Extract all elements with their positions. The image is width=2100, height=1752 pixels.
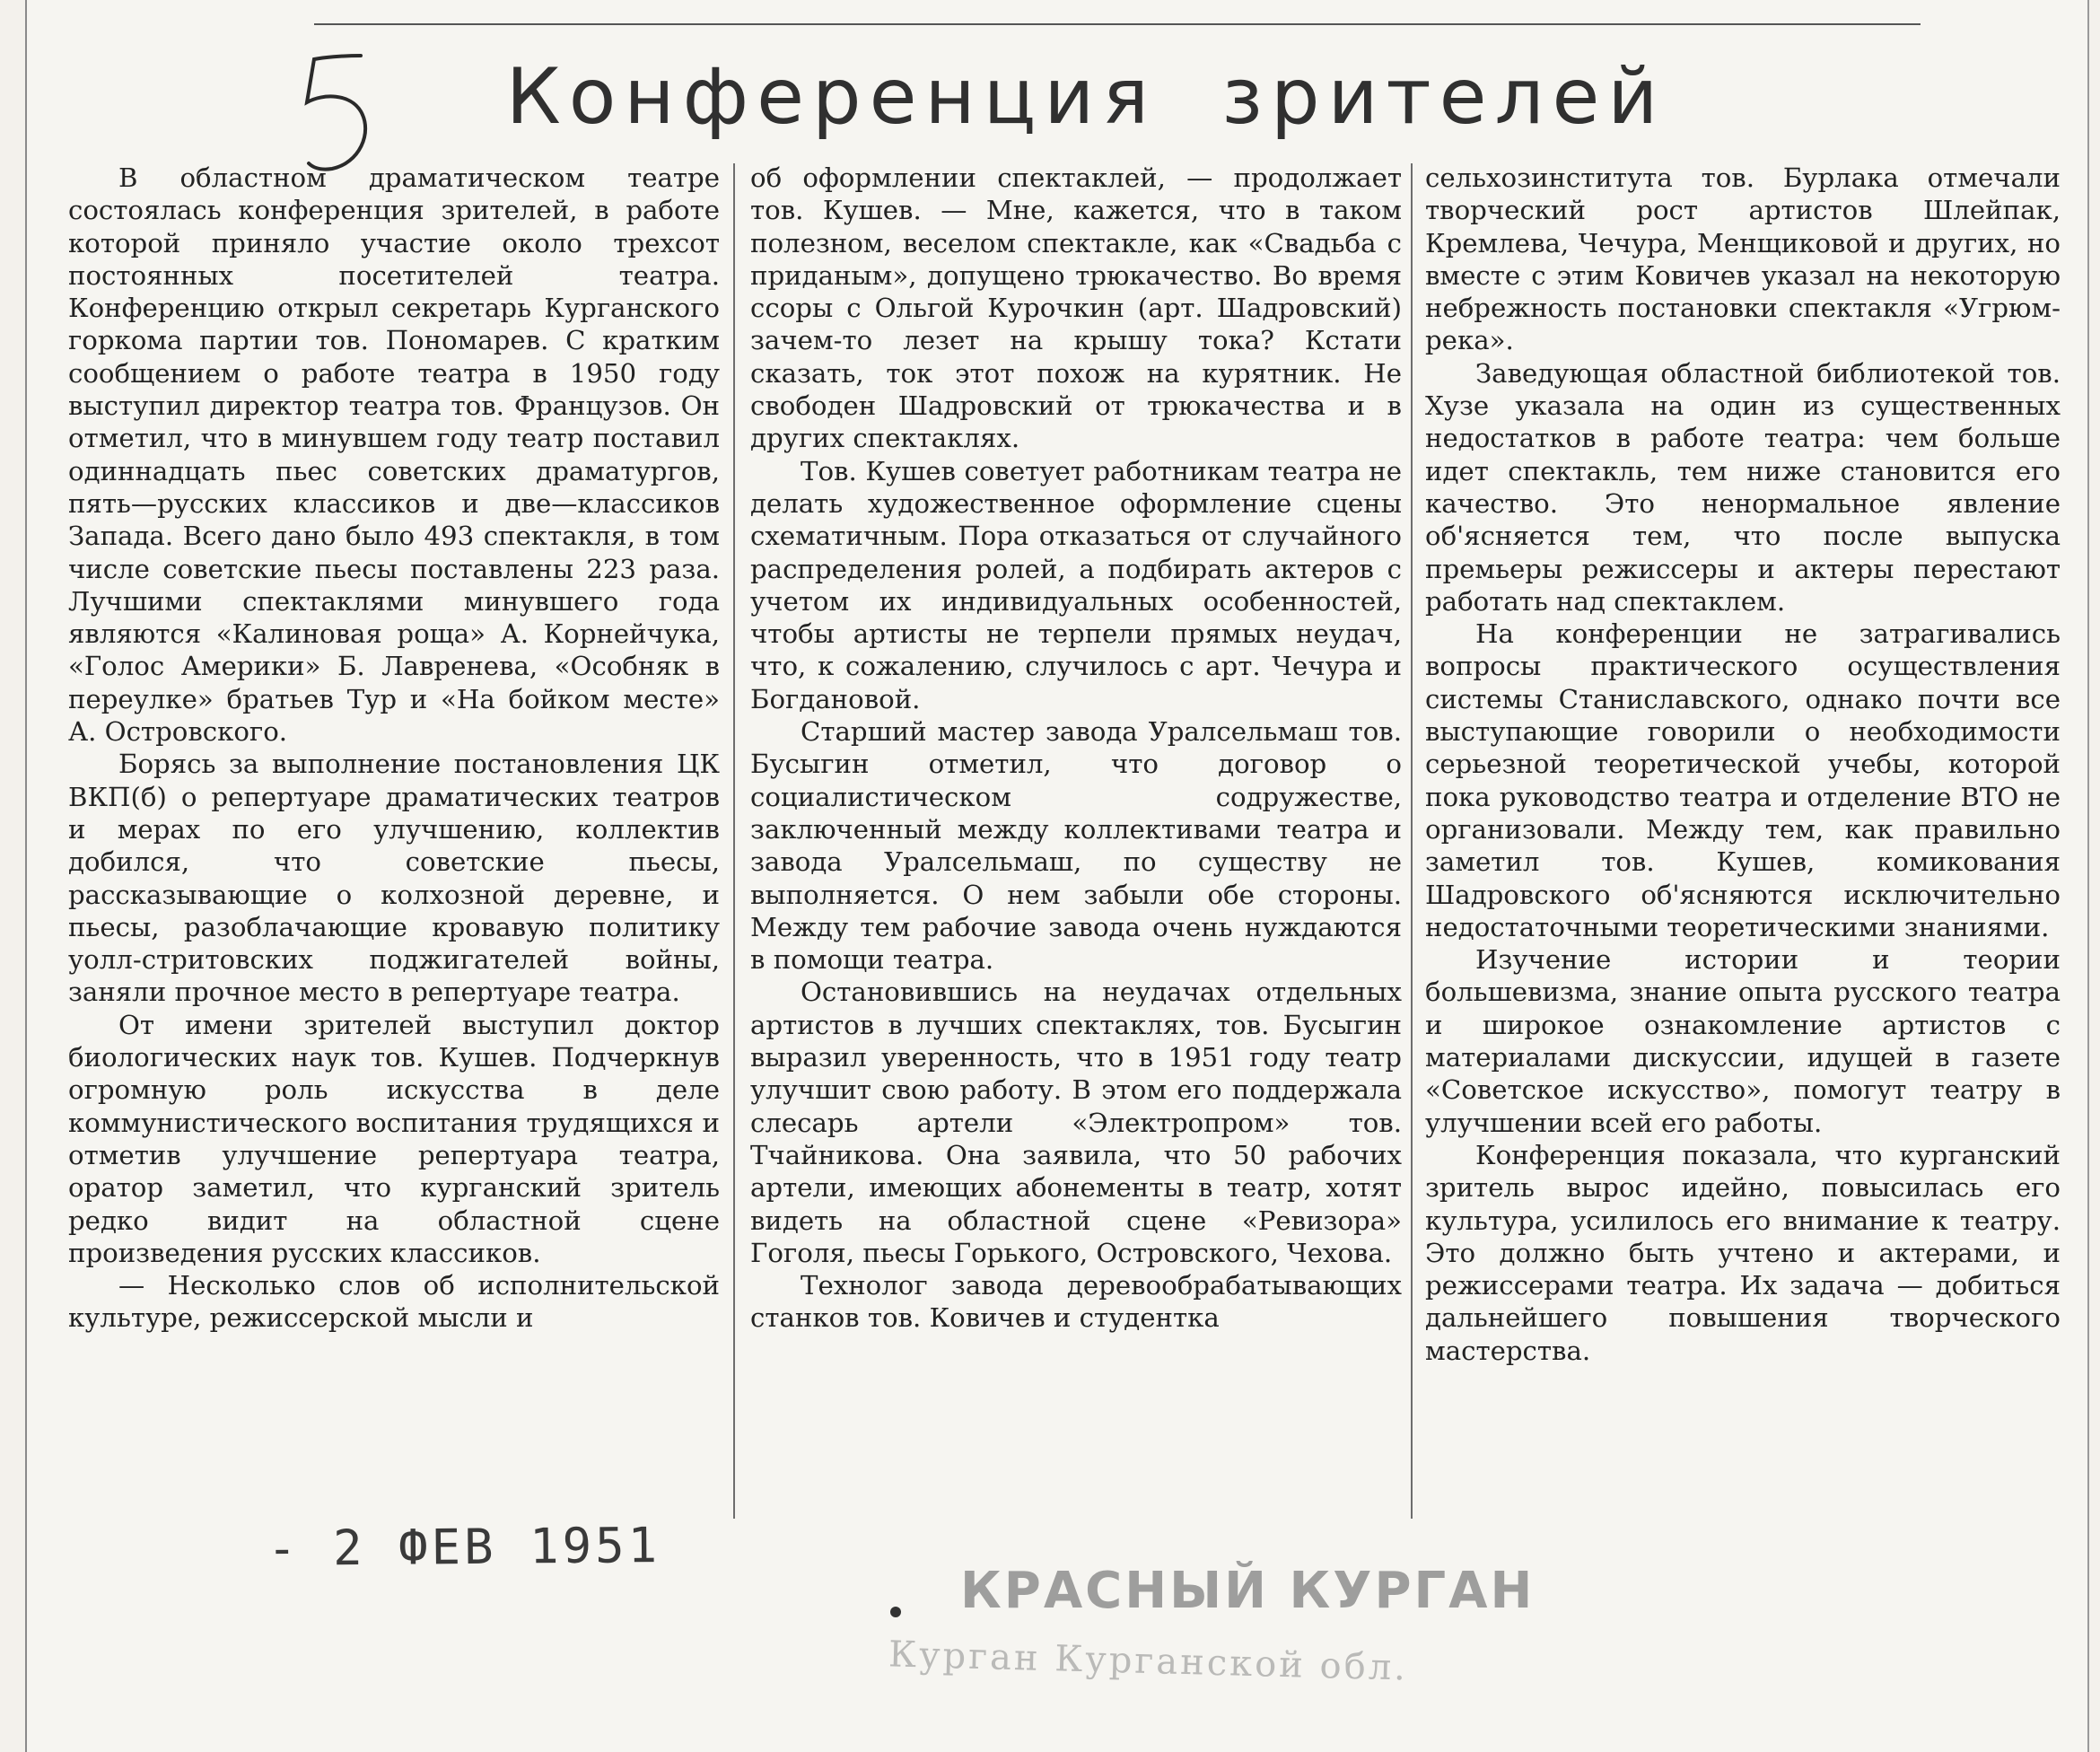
paragraph: об оформлении спектаклей, — продолжает тов. Кушев. — Мне, кажется, что в таком полезном, веселом спектакле, как «Свадьба с приданым», допущено трюкачество. Во время ссоры с Ольгой Курочкин (арт. Шадровский) зачем-то лезет на крышу тока? Кстати сказать, ток этот похож на курятник. Не свободен Шадровский от трюкачества и в других спектаклях.: [750, 162, 1402, 454]
article-headline: Конференция зрителей: [505, 52, 1667, 142]
paragraph: Технолог завода деревообрабатывающих станков тов. Ковичев и студентка: [750, 1270, 1402, 1334]
date-stamp: - 2 ФЕВ 1951: [267, 1517, 661, 1577]
paragraph: Заведующая областной библиотекой тов. Хузе указала на один из существенных недостатков в работе театра: чем больше идет спектакль, тем ниже становится его качество. Это ненормальное явление об'ясняется тем, что после выпуска премьеры режиссеры и актеры перестают работать над спектаклем.: [1425, 357, 2061, 617]
paragraph: В областном драматическом театре состоялась конференция зрителей, в работе которой приняло участие около трехсот постоянных посетителей театра. Конференцию открыл секретарь Курганского горкома партии тов. Пономарев. С кратким сообщением о работе театра в 1950 году выступил директор театра тов. Французов. Он отметил, что в минувшем году театр поставил одиннадцать пьес советских драматургов, пять—русских классиков и две—классиков Запада. Всего дано было 493 спектакля, в том числе советские пьесы поставлены 223 раза. Лучшими спектаклями минувшего года являются «Калиновая роща» А. Корнейчука, «Голос Америки» Б. Лавренева, «Особняк в переулке» братьев Тур и «На бойком месте» А. Островского.: [68, 162, 720, 748]
article-column-2: [750, 162, 1402, 1335]
stamp-dot: [890, 1607, 901, 1617]
paragraph: На конференции не затрагивались вопросы практического осуществления системы Станиславского, однако почти все выступающие говорили о необходимости серьезной теоретической учебы, которой пока руководство театра и отделение ВТО не организовали. Между тем, как правильно заметил тов. Кушев, комикования Шадровского об'ясняются исключительно недостаточными теоретическими знаниями.: [1425, 618, 2061, 942]
newspaper-name-stamp: КРАСНЫЙ КУРГАН: [960, 1562, 1536, 1620]
column-divider: [1411, 163, 1413, 1519]
top-rule: [314, 23, 1921, 25]
paragraph: Борясь за выполнение постановления ЦК ВКП(б) о репертуаре драматических театров и мерах по его улучшению, коллектив добился, что советские пьесы, рассказывающие о колхозной деревне, и пьесы, разоблачающие кровавую политику уолл-стритовских поджигателей войны, заняли прочное место в репертуаре театра.: [68, 749, 720, 1008]
newspaper-place-stamp: Курган Курганской обл.: [888, 1634, 1409, 1689]
paragraph: Старший мастер завода Уралсельмаш тов. Бусыгин отметил, что договор о социалистическом содружестве, заключенный между коллективами театра и завода Уралсельмаш, по существу не выполняется. О нем забыли обе стороны. Между тем рабочие завода очень нуждаются в помощи театра.: [750, 716, 1402, 976]
newspaper-clipping: [25, 0, 2089, 1752]
paragraph: сельхозинститута тов. Бурлака отмечали творческий рост артистов Шлейпак, Кремлева, Чечура, Менщиковой и других, но вместе с этим Ковичев указал на некоторую небрежность постановки спектакля «Угрюм-река».: [1425, 162, 2061, 356]
paragraph: Тов. Кушев советует работникам театра не делать художественное оформление сцены схематичным. Пора отказаться от случайного распределения ролей, а подбирать актеров с учетом их индивидуальных особенностей, чтобы артисты не терпели прямых неудач, что, к сожалению, случилось с арт. Чечура и Богдановой.: [750, 455, 1402, 714]
article-column-1: [68, 162, 720, 1335]
article-column-3: [1425, 162, 2061, 1367]
paragraph: Изучение истории и теории большевизма, знание опыта русского театра и широкое ознакомление артистов с материалами дискуссии, идущей в газете «Советское искусство», помогут театру в улучшении всей его работы.: [1425, 944, 2061, 1138]
paragraph: Остановившись на неудачах отдельных артистов в лучших спектаклях, тов. Бусыгин выразил уверенность, что в 1951 году театр улучшит свою работу. В этом его поддержала слесарь артели «Электропром» тов. Тчайникова. Она заявила, что 50 рабочих артели, имеющих абонементы в театр, хотят видеть на областной сцене «Ревизора» Гоголя, пьесы Горького, Островского, Чехова.: [750, 977, 1402, 1268]
paragraph: Конференция показала, что курганский зритель вырос идейно, повысилась его культура, усилилось его внимание к театру. Это должно быть учтено и актерами, и режиссерами театра. Их задача — добиться дальнейшего повышения творческого мастерства.: [1425, 1139, 2061, 1366]
column-divider: [733, 163, 735, 1519]
paragraph: От имени зрителей выступил доктор биологических наук тов. Кушев. Подчеркнув огромную роль искусства в деле коммунистического воспитания трудящихся и отметив улучшение репертуара театра, оратор заметил, что курганский зритель редко видит на областной сцене произведения русских классиков.: [68, 1009, 720, 1268]
paragraph: — Несколько слов об исполнительской культуре, режиссерской мысли и: [68, 1270, 720, 1334]
